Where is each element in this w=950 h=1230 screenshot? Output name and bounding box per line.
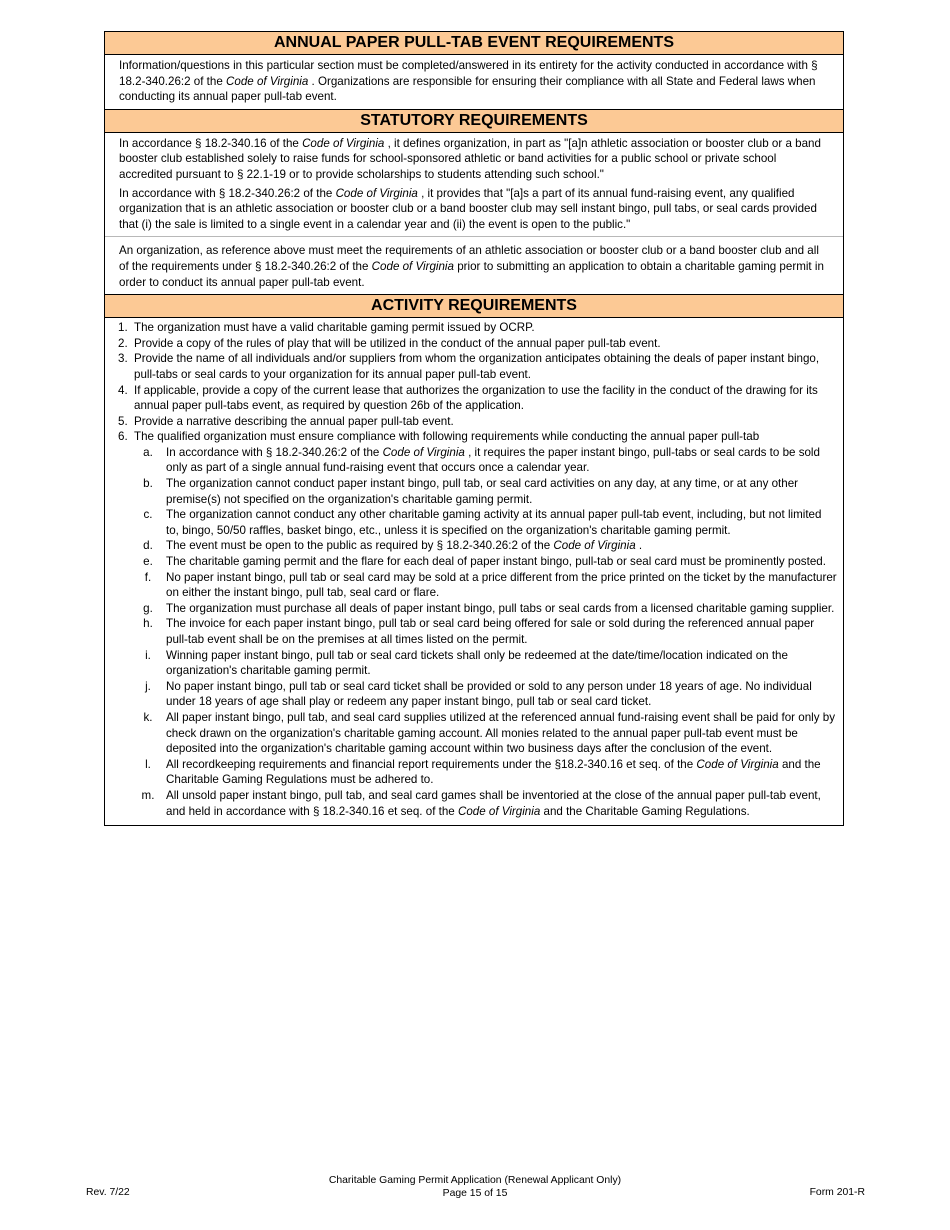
- sub-letter: i.: [145, 648, 151, 662]
- sub-item: [105, 554, 837, 570]
- code-of-virginia: Code of Virginia: [302, 136, 385, 150]
- annual-requirements-text: [105, 55, 843, 109]
- text: , it defines organization, in part as "[a]n athletic association or booster club or a band booster club established solely to raise funds for school-sponsored athletic or band activities for a public school or private school accredited pursuant to § 22.1-19 or to provide scholarships to students attending such school.": [119, 136, 821, 181]
- form-number: Form 201-R: [809, 1187, 865, 1198]
- footer-center: [260, 1174, 690, 1200]
- code-of-virginia: Code of Virginia: [553, 539, 636, 553]
- item-text: Provide a copy of the rules of play that will be utilized in the conduct of the annual paper pull-tab event.: [134, 336, 661, 350]
- sub-item: [105, 476, 837, 507]
- list-item: [105, 351, 843, 382]
- sub-letter: g.: [143, 601, 153, 615]
- text: The event must be open to the public as required by § 18.2-340.26:2 of the: [166, 539, 554, 553]
- sub-letter: e.: [143, 555, 153, 569]
- text: Information/questions in this particular section must be completed/answered in its entirety for the activity conducted in accordance with § 18.2-340.26:2 of the: [119, 59, 818, 88]
- statutory-paragraph-1: [119, 136, 831, 183]
- activity-requirements-header: ACTIVITY REQUIREMENTS: [105, 295, 843, 318]
- list-item: [105, 336, 843, 352]
- text: No paper instant bingo, pull tab or seal card may be sold at a price different from the price printed on the ticket by the manufacturer on either the instant bingo, pull tab, seal card or flare.: [166, 570, 837, 600]
- text: All unsold paper instant bingo, pull tab, and seal card games shall be inventoried at the close of the annual paper pull-tab event, and held in accordance with § 18.2-340.16 et seq. of the: [166, 788, 821, 818]
- text: Winning paper instant bingo, pull tab or seal card tickets shall only be redeemed at the date/time/location indicated on the organization's charitable gaming permit.: [166, 648, 788, 678]
- text: No paper instant bingo, pull tab or seal card ticket shall be provided or sold to any person under 18 years of age. No individual under 18 years of age shall play or redeem any paper instant bingo, pull tab or seal card ticket.: [166, 679, 812, 709]
- sub-item: [105, 507, 837, 538]
- activity-requirements-list: [105, 318, 843, 825]
- compliance-sublist: [134, 445, 837, 819]
- statutory-paragraph-3: [119, 243, 831, 290]
- list-item: [105, 429, 843, 819]
- sub-letter: j.: [145, 679, 151, 693]
- item-number: 4.: [118, 383, 128, 397]
- item-number: 2.: [118, 336, 128, 350]
- text: The organization cannot conduct any other charitable gaming activity at its annual paper pull-tab event, including, but not limited to, bingo, 50/50 raffles, basket bingo, etc., unless it is specified on the organization's charitable gaming permit.: [166, 508, 822, 537]
- sub-item: [105, 679, 837, 710]
- sub-item: [105, 648, 837, 679]
- sub-letter: a.: [143, 445, 153, 459]
- statutory-requirements-text: [105, 133, 843, 237]
- item-text: Provide the name of all individuals and/or suppliers from whom the organization anticipates obtaining the deals of paper instant bingo, pull-tabs or seal cards to your organization for its annual paper pull-tab event.: [134, 352, 820, 381]
- text: and the Charitable Gaming Regulations.: [540, 804, 750, 818]
- text: prior to submitting an application to obtain a charitable gaming permit in order to conduct its annual paper pull-tab event.: [119, 259, 824, 289]
- sub-item: [105, 601, 837, 617]
- sub-letter: k.: [143, 710, 153, 724]
- item-text: The organization must have a valid charitable gaming permit issued by OCRP.: [134, 321, 535, 335]
- text: , it provides that "[a]s a part of its annual fund-raising event, any qualified organization that is an athletic association or booster club or a band booster club may sell instant bingo, pull tabs, or seal cards provided that (i) the sale is limited to a single event in a calendar year and (ii) the event is open to the public.": [119, 186, 817, 231]
- code-of-virginia: Code of Virginia: [382, 445, 465, 459]
- text: In accordance with § 18.2-340.26:2 of the: [166, 445, 383, 459]
- revision-label: Rev. 7/22: [86, 1187, 130, 1198]
- text: The organization must purchase all deals of paper instant bingo, pull tabs or seal cards from a licensed charitable gaming supplier.: [166, 601, 835, 615]
- sub-letter: d.: [143, 539, 153, 553]
- sub-item: [105, 757, 837, 788]
- text: All recordkeeping requirements and financial report requirements under the §18.2-340.16 et seq. of the: [166, 757, 697, 771]
- text: An organization, as reference above must meet the requirements of an athletic association or booster club or a band booster club and all of the requirements under § 18.2-340.26:2 of the: [119, 244, 819, 273]
- text: In accordance with § 18.2-340.26:2 of the: [119, 186, 336, 200]
- item-text: The qualified organization must ensure compliance with following requirements while conducting the annual paper pull-tab: [134, 430, 760, 444]
- sub-letter: b.: [143, 477, 153, 491]
- item-text: If applicable, provide a copy of the current lease that authorizes the organization to use the facility in the conduct of the drawing for its annual paper pull-tabs event, as required by question 26b of the application.: [134, 383, 818, 413]
- code-of-virginia: Code of Virginia: [335, 186, 418, 200]
- list-item: [105, 320, 843, 336]
- annual-paragraph: [119, 58, 831, 105]
- annual-requirements-header: ANNUAL PAPER PULL-TAB EVENT REQUIREMENTS: [105, 32, 843, 55]
- item-text: Provide a narrative describing the annual paper pull-tab event.: [134, 414, 454, 428]
- form-title: Charitable Gaming Permit Application (Renewal Applicant Only): [328, 1175, 622, 1186]
- item-number: 5.: [118, 414, 128, 428]
- text: The organization cannot conduct paper instant bingo, pull tab, or seal card activities on any day, at any time, or at any other premise(s) not specified on the organization's charitable gaming permit.: [166, 477, 799, 506]
- item-number: 6.: [118, 430, 128, 444]
- page-number: Page 15 of 15: [442, 1188, 508, 1199]
- statutory-requirements-header: STATUTORY REQUIREMENTS: [105, 110, 843, 133]
- code-of-virginia: Code of Virginia: [696, 757, 779, 771]
- code-of-virginia: Code of Virginia: [457, 804, 541, 818]
- sub-letter: h.: [143, 617, 153, 631]
- sub-letter: f.: [144, 570, 152, 584]
- organization-requirement-text: [105, 236, 843, 294]
- text: . Organizations are responsible for ensuring their compliance with all State and Federal laws when conducting its annual paper pull-tab event.: [119, 74, 816, 104]
- sub-letter: l.: [145, 757, 151, 771]
- list-item: [105, 383, 843, 414]
- sub-item: [105, 570, 837, 601]
- code-of-virginia: Code of Virginia: [371, 259, 454, 273]
- sub-item: [105, 710, 837, 757]
- statutory-paragraph-2: [119, 186, 831, 233]
- sub-item: [105, 788, 837, 819]
- text: .: [635, 539, 643, 553]
- item-number: 1.: [118, 321, 128, 335]
- sub-item: [105, 538, 837, 554]
- requirements-form: [104, 31, 844, 826]
- sub-item: [105, 445, 837, 476]
- sub-letter: m.: [141, 788, 155, 802]
- item-number: 3.: [118, 352, 128, 366]
- text: All paper instant bingo, pull tab, and seal card supplies utilized at the referenced annual fund-raising event shall be paid for only by check drawn on the organization's charitable gaming account. All monies related to the annual paper pull-tab event must be deposited into the organization's charitable gaming account within two business days after the conclusion of the event.: [166, 710, 835, 756]
- list-item: [105, 414, 843, 430]
- text: and the Charitable Gaming Regulations must be adhered to.: [166, 757, 821, 787]
- text: , it requires the paper instant bingo, pull-tabs or seal cards to be sold only as part of a single annual fund-raising event that occurs once a calendar year.: [166, 445, 820, 475]
- code-of-virginia: Code of Virginia: [226, 74, 309, 88]
- text: In accordance § 18.2-340.16 of the: [119, 136, 303, 150]
- sub-item: [105, 616, 837, 647]
- sub-letter: c.: [143, 508, 153, 522]
- text: The invoice for each paper instant bingo, pull tab or seal card being offered for sale or sold during the referenced annual paper pull-tab event shall be on the premises at all times listed on the permit.: [166, 617, 815, 646]
- text: The charitable gaming permit and the flare for each deal of paper instant bingo, pull-tab or seal card must be prominently posted.: [166, 555, 826, 569]
